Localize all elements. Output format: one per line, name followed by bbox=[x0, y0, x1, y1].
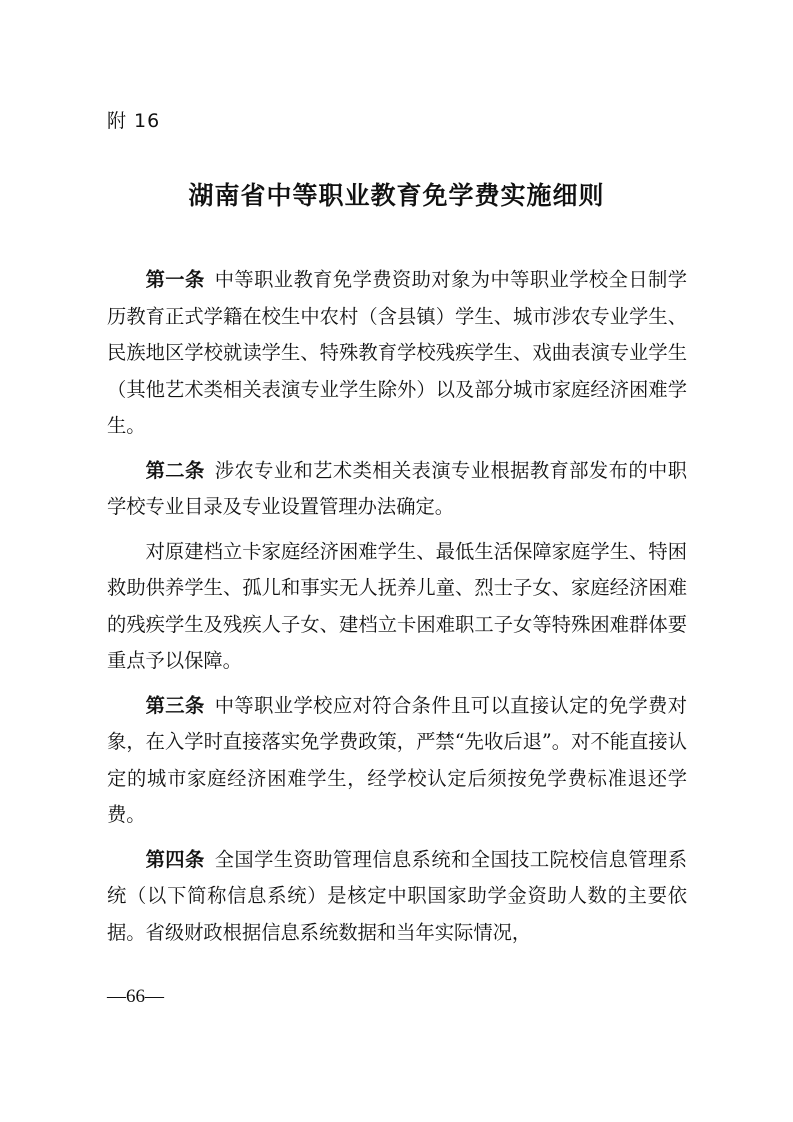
article-3 bbox=[107, 688, 687, 834]
article-text: 中等职业教育免学费资助对象为中等职业学校全日制学历教育正式学籍在校生中农村（含县镇）学生、城市涉农专业学生、民族地区学校就读学生、特殊教育学校残疾学生、戏曲表演专业学生（其他艺术类相关表演专业学生除外）以及部分城市家庭经济困难学生。 bbox=[107, 268, 687, 437]
article-2-continuation: 对原建档立卡家庭经济困难学生、最低生活保障家庭学生、特困救助供养学生、孤儿和事实无人抚养儿童、烈士子女、家庭经济困难的残疾学生及残疾人子女、建档立卡困难职工子女等特殊困难群体要重点予以保障。 bbox=[107, 539, 687, 672]
article-label: 第二条 bbox=[145, 458, 205, 482]
article-2 bbox=[107, 453, 687, 526]
article-4 bbox=[107, 842, 687, 952]
article-label: 第四条 bbox=[145, 847, 205, 871]
document-body bbox=[107, 262, 687, 959]
article-text: 全国学生资助管理信息系统和全国技工院校信息管理系统（以下简称信息系统）是核定中职国家助学金资助人数的主要依据。省级财政根据信息系统数据和当年实际情况， bbox=[107, 847, 687, 944]
article-1 bbox=[107, 262, 687, 445]
article-text: 中等职业学校应对符合条件且可以直接认定的免学费对象，在入学时直接落实免学费政策，严禁“先收后退”。对不能直接认定的城市家庭经济困难学生，经学校认定后须按免学费标准退还学费。 bbox=[107, 693, 687, 826]
page-number: —66— bbox=[107, 986, 164, 1007]
article-label: 第三条 bbox=[145, 693, 205, 717]
annex-label: 附 16 bbox=[107, 110, 161, 132]
article-label: 第一条 bbox=[145, 268, 205, 291]
document-title: 湖南省中等职业教育免学费实施细则 bbox=[188, 181, 605, 210]
article-text: 涉农专业和艺术类相关表演专业根据教育部发布的中职学校专业目录及专业设置管理办法确定。 bbox=[107, 458, 687, 518]
